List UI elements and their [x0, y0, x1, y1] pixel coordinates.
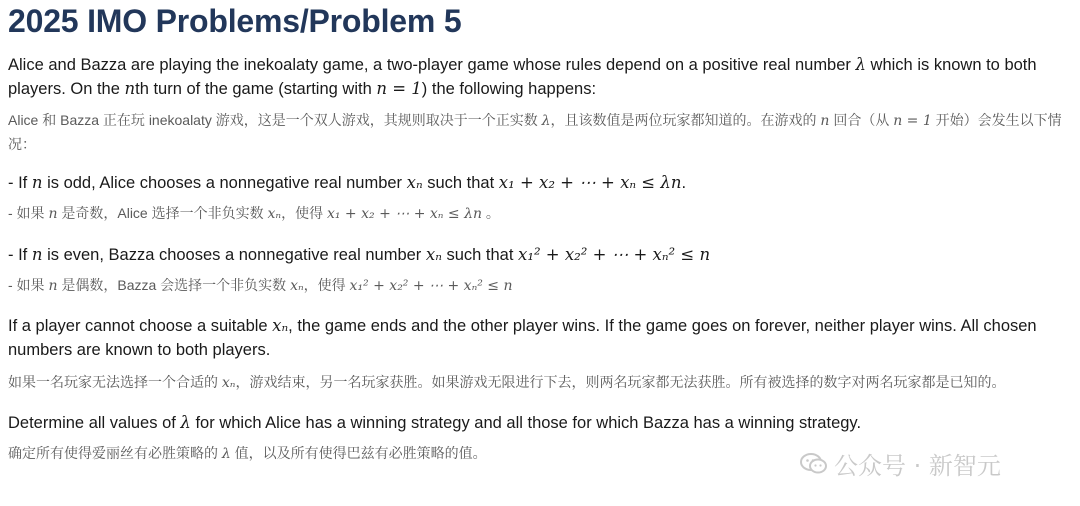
- question-zh: 确定所有使得爱丽丝有必胜策略的 λ 值，以及所有使得巴兹有必胜策略的值。: [8, 445, 487, 462]
- wechat-icon: [800, 453, 828, 475]
- even-rule-en: - If n is even, Bazza chooses a nonnegative real number xₙ such that x₁² + x₂² + ⋯ + xₙ² ≤ n: [8, 245, 711, 264]
- n-symbol: n: [820, 113, 830, 129]
- problem-page: [8, 0, 1074, 466]
- n-symbol: n: [31, 245, 43, 264]
- odd-inequality: x₁ + x₂ + ⋯ + xₙ ≤ λn: [326, 206, 482, 222]
- end-rule-en: If a player cannot choose a suitable xₙ, the game ends and the other player wins. If the game goes on forever, neither player wins. All chosen numbers are known to both players.: [8, 316, 1037, 359]
- question-en: Determine all values of λ for which Alice has a winning strategy and all those for which Bazza has a winning strategy.: [8, 413, 862, 432]
- lambda-symbol: λ: [221, 446, 231, 462]
- n-symbol: n: [31, 173, 43, 192]
- end-rule-zh: 如果一名玩家无法选择一个合适的 xₙ，游戏结束，另一名玩家获胜。如果游戏无限进行下去，则两名玩家都无法获胜。所有被选择的数字对两名玩家都是已知的。: [8, 374, 1006, 391]
- xn-symbol: xₙ: [267, 206, 282, 222]
- even-rule-zh: - 如果 n 是偶数，Bazza 会选择一个非负实数 xₙ，使得 x₁² + x₂² + ⋯ + xₙ² ≤ n: [8, 277, 513, 294]
- n-symbol: n: [48, 206, 58, 222]
- odd-inequality: x₁ + x₂ + ⋯ + xₙ ≤ λn: [498, 173, 682, 192]
- page-title: 2025 IMO Problems/Problem 5: [8, 3, 462, 39]
- n-equals-one: n = 1: [376, 79, 422, 98]
- xn-symbol: xₙ: [406, 173, 423, 192]
- xn-symbol: xₙ: [425, 245, 442, 264]
- lambda-symbol: λ: [541, 113, 551, 129]
- xn-symbol: xₙ: [221, 375, 236, 391]
- watermark: [800, 446, 1001, 481]
- watermark-text: 公众号 · 新智元: [834, 452, 1001, 480]
- lambda-symbol: λ: [855, 55, 866, 74]
- xn-symbol: xₙ: [290, 278, 304, 294]
- n-equals-one: n = 1: [893, 113, 932, 129]
- xn-symbol: xₙ: [272, 316, 289, 335]
- intro-en: Alice and Bazza are playing the inekoalaty game, a two-player game whose rules depend on a positive real number λ which is known to both players. On the nth turn of the game (starting with n = 1) the following happens:: [8, 55, 1037, 98]
- n-symbol: n: [124, 79, 136, 98]
- odd-rule-zh: - 如果 n 是奇数，Alice 选择一个非负实数 xₙ，使得 x₁ + x₂ + ⋯ + xₙ ≤ λn 。: [8, 205, 500, 222]
- even-inequality: x₁² + x₂² + ⋯ + xₙ² ≤ n: [349, 278, 513, 294]
- lambda-symbol: λ: [180, 413, 191, 432]
- intro-zh: Alice 和 Bazza 正在玩 inekoalaty 游戏，这是一个双人游戏，其规则取决于一个正实数 λ，且该数值是两位玩家都知道的。在游戏的 n 回合（从 n = 1 开始）会发生以下情况：: [8, 112, 1062, 152]
- odd-rule-en: - If n is odd, Alice chooses a nonnegative real number xₙ such that x₁ + x₂ + ⋯ + xₙ ≤ λn.: [8, 173, 687, 192]
- even-inequality: x₁² + x₂² + ⋯ + xₙ² ≤ n: [518, 245, 711, 264]
- n-symbol: n: [48, 278, 58, 294]
